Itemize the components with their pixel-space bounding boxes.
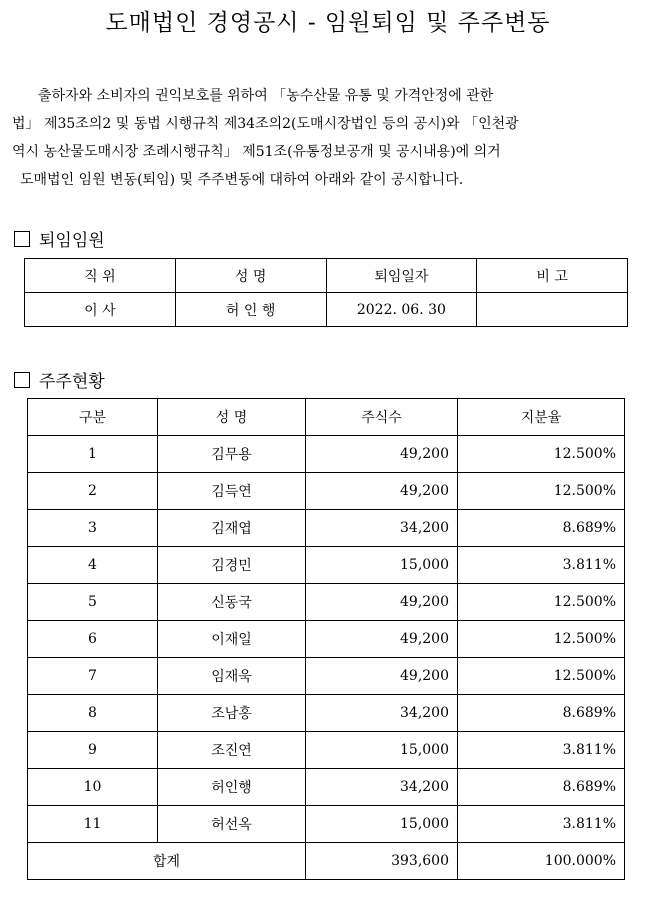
column-header: 비 고 — [477, 259, 628, 293]
share-count-cell: 34,200 — [306, 769, 458, 806]
holder-name-cell: 김재엽 — [158, 510, 306, 547]
table-row — [28, 510, 625, 547]
row-number-cell: 5 — [28, 584, 158, 621]
table-row — [28, 436, 625, 473]
ownership-ratio-cell: 12.500% — [458, 621, 625, 658]
share-count-cell: 49,200 — [306, 473, 458, 510]
holder-name-cell: 김무용 — [158, 436, 306, 473]
column-header: 퇴임일자 — [326, 259, 477, 293]
ownership-ratio-cell: 3.811% — [458, 732, 625, 769]
ownership-ratio-cell: 8.689% — [458, 769, 625, 806]
holder-name-cell: 조진연 — [158, 732, 306, 769]
holder-name-cell: 허선옥 — [158, 806, 306, 843]
row-number-cell: 7 — [28, 658, 158, 695]
ownership-ratio-cell: 12.500% — [458, 473, 625, 510]
checkbox-square-icon — [14, 372, 30, 388]
row-number-cell: 10 — [28, 769, 158, 806]
holder-name-cell: 허인행 — [158, 769, 306, 806]
table-row — [28, 621, 625, 658]
table-row — [28, 584, 625, 621]
share-count-cell: 49,200 — [306, 436, 458, 473]
share-count-cell: 15,000 — [306, 806, 458, 843]
share-count-cell: 34,200 — [306, 510, 458, 547]
column-header: 지분율 — [458, 399, 625, 436]
row-number-cell: 8 — [28, 695, 158, 732]
section-title: 주주현황 — [39, 372, 105, 392]
ownership-ratio-cell: 8.689% — [458, 695, 625, 732]
ownership-ratio-cell: 12.500% — [458, 584, 625, 621]
retired-officers-table — [24, 258, 628, 327]
row-number-cell: 2 — [28, 473, 158, 510]
row-number-cell: 1 — [28, 436, 158, 473]
column-header: 성 명 — [175, 259, 326, 293]
row-number-cell: 9 — [28, 732, 158, 769]
share-count-cell: 49,200 — [306, 658, 458, 695]
holder-name-cell: 신동국 — [158, 584, 306, 621]
ownership-ratio-cell: 3.811% — [458, 547, 625, 584]
intro-line: 역시 농산물도매시장 조례시행규칙」 제51조(유통정보공개 및 공시내용)에 의거 — [12, 144, 501, 160]
page-title: 도매법인 경영공시 - 임원퇴임 및 주주변동 — [105, 10, 551, 36]
name-cell: 허 인 행 — [175, 293, 326, 327]
table-header-row — [25, 259, 628, 293]
section-title: 퇴임임원 — [39, 231, 105, 251]
table-header-row — [28, 399, 625, 436]
row-number-cell: 6 — [28, 621, 158, 658]
row-number-cell: 4 — [28, 547, 158, 584]
checkbox-square-icon — [14, 231, 30, 247]
table-row — [28, 473, 625, 510]
ownership-ratio-cell: 12.500% — [458, 658, 625, 695]
total-row — [28, 843, 625, 880]
column-header: 주식수 — [306, 399, 458, 436]
share-count-cell: 34,200 — [306, 695, 458, 732]
holder-name-cell: 김득연 — [158, 473, 306, 510]
holder-name-cell: 조남홍 — [158, 695, 306, 732]
position-cell: 이 사 — [25, 293, 176, 327]
section-heading-officers — [14, 226, 105, 251]
section-heading-shareholders — [14, 367, 105, 392]
share-count-cell: 15,000 — [306, 732, 458, 769]
table-row — [28, 806, 625, 843]
column-header: 구분 — [28, 399, 158, 436]
intro-line: 도매법인 임원 변동(퇴임) 및 주주변동에 대하여 아래와 같이 공시합니다. — [20, 172, 464, 188]
ownership-ratio-cell: 12.500% — [458, 436, 625, 473]
holder-name-cell: 임재욱 — [158, 658, 306, 695]
column-header: 성 명 — [158, 399, 306, 436]
table-row — [28, 547, 625, 584]
table-row — [25, 293, 628, 327]
ownership-ratio-cell: 8.689% — [458, 510, 625, 547]
row-number-cell: 3 — [28, 510, 158, 547]
share-count-cell: 49,200 — [306, 584, 458, 621]
retire-date-cell: 2022. 06. 30 — [326, 293, 477, 327]
share-count-cell: 15,000 — [306, 547, 458, 584]
holder-name-cell: 이재일 — [158, 621, 306, 658]
table-row — [28, 732, 625, 769]
intro-paragraph — [12, 82, 642, 194]
total-label: 합계 — [28, 843, 306, 880]
share-count-cell: 49,200 — [306, 621, 458, 658]
total-ratio: 100.000% — [458, 843, 625, 880]
intro-line: 출하자와 소비자의 권익보호를 위하여 「농수산물 유통 및 가격안정에 관한 — [38, 88, 494, 104]
total-shares: 393,600 — [306, 843, 458, 880]
ownership-ratio-cell: 3.811% — [458, 806, 625, 843]
column-header: 직 위 — [25, 259, 176, 293]
remarks-cell — [477, 293, 628, 327]
row-number-cell: 11 — [28, 806, 158, 843]
intro-line: 법」 제35조의2 및 동법 시행규칙 제34조의2(도매시장법인 등의 공시)와 「인천광 — [12, 116, 519, 132]
shareholders-table — [27, 398, 625, 880]
table-row — [28, 658, 625, 695]
table-row — [28, 769, 625, 806]
holder-name-cell: 김경민 — [158, 547, 306, 584]
table-row — [28, 695, 625, 732]
